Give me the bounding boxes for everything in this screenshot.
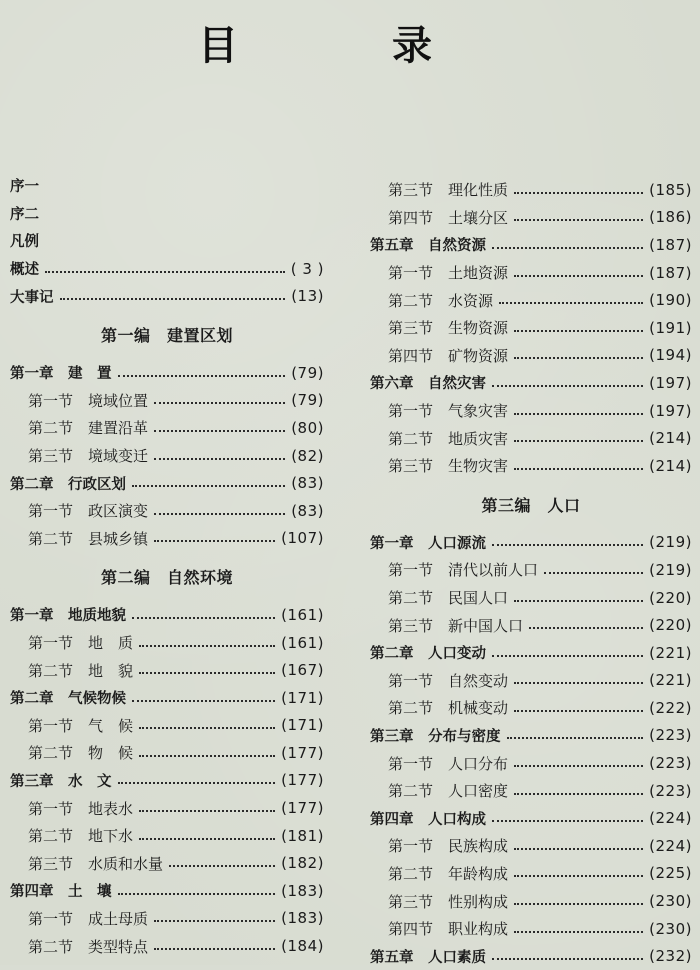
toc-section-entry[interactable] xyxy=(370,749,692,777)
dot-leader xyxy=(514,600,643,602)
entry-label: 第四节 职业构成 xyxy=(388,920,509,939)
toc-section-entry[interactable] xyxy=(10,497,324,525)
dot-leader xyxy=(514,440,643,442)
dot-leader xyxy=(507,737,644,739)
toc-chapter-entry[interactable] xyxy=(370,942,692,970)
entry-label: 第三节 生物灾害 xyxy=(388,457,509,476)
entry-label: 第三节 水质和水量 xyxy=(28,854,164,873)
page-number: (219) xyxy=(649,533,692,552)
toc-section-entry[interactable] xyxy=(10,905,324,933)
dot-leader xyxy=(514,275,643,277)
toc-chapter-entry[interactable] xyxy=(370,722,692,750)
dot-leader xyxy=(514,357,643,359)
dot-leader xyxy=(118,782,276,784)
page-number: (177) xyxy=(281,743,324,762)
toc-section-entry[interactable] xyxy=(10,739,324,767)
entry-label: 第六章 自然灾害 xyxy=(370,376,486,393)
dot-leader xyxy=(529,627,643,629)
toc-section-entry[interactable] xyxy=(370,259,692,287)
toc-section-entry[interactable] xyxy=(370,204,692,232)
entry-label: 第二节 县城乡镇 xyxy=(28,529,149,548)
entry-label: 第一节 政区演变 xyxy=(28,502,149,521)
dot-leader xyxy=(492,385,643,387)
entry-label: 第一节 人口分布 xyxy=(388,754,509,773)
entry-label: 第二节 人口密度 xyxy=(388,782,509,801)
toc-chapter-entry[interactable] xyxy=(10,601,324,629)
toc-section-entry[interactable] xyxy=(370,832,692,860)
dot-leader xyxy=(139,755,275,757)
dot-leader xyxy=(139,838,275,840)
entry-label: 第二节 类型特点 xyxy=(28,937,149,956)
toc-section-entry[interactable] xyxy=(10,525,324,553)
page-number: (214) xyxy=(649,429,692,448)
page-number: (182) xyxy=(281,854,324,873)
page-number: (177) xyxy=(281,771,324,790)
toc-section-entry[interactable] xyxy=(10,794,324,822)
entry-label: 第一节 清代以前人口 xyxy=(388,561,539,580)
toc-section-entry[interactable] xyxy=(10,629,324,657)
entry-label: 第二节 民国人口 xyxy=(388,589,509,608)
toc-section-entry[interactable] xyxy=(10,849,324,877)
entry-label: 第一节 地表水 xyxy=(28,799,134,818)
toc-section-entry[interactable] xyxy=(370,556,692,584)
toc-chapter-entry[interactable] xyxy=(10,684,324,712)
dot-leader xyxy=(132,617,275,619)
entry-label: 第三节 理化性质 xyxy=(388,181,509,200)
toc-section-entry[interactable] xyxy=(370,887,692,915)
page-number: (219) xyxy=(649,560,692,579)
entry-label: 第二节 物 候 xyxy=(28,744,134,763)
dot-leader xyxy=(492,958,643,960)
page-number: (80) xyxy=(291,418,324,437)
page-number: (187) xyxy=(649,263,692,282)
toc-section-entry[interactable] xyxy=(370,667,692,695)
dot-leader xyxy=(492,820,643,822)
toc-section-entry[interactable] xyxy=(370,342,692,370)
toc-chapter-entry[interactable] xyxy=(370,231,692,259)
toc-section-entry[interactable] xyxy=(10,414,324,442)
entry-label: 大事记 xyxy=(10,289,54,306)
entry-label: 第二节 地质灾害 xyxy=(388,429,509,448)
entry-label: 第二节 建置沿革 xyxy=(28,419,149,438)
toc-front-entry[interactable] xyxy=(10,172,324,200)
page-number: (184) xyxy=(281,937,324,956)
toc-front-entry[interactable] xyxy=(10,282,324,310)
entry-label: 第一章 建 置 xyxy=(10,366,112,383)
page-number: (181) xyxy=(281,826,324,845)
dot-leader xyxy=(45,271,285,273)
entry-label: 第三章 分布与密度 xyxy=(370,728,501,745)
entry-label: 第二章 人口变动 xyxy=(370,646,486,663)
dot-leader xyxy=(132,700,275,702)
dot-leader xyxy=(139,727,275,729)
toc-section-entry[interactable] xyxy=(10,656,324,684)
toc-section-heading xyxy=(10,310,324,359)
page-number: (177) xyxy=(281,799,324,818)
entry-label: 第二节 地下水 xyxy=(28,827,134,846)
dot-leader xyxy=(154,920,275,922)
dot-leader xyxy=(154,402,285,404)
toc-chapter-entry[interactable] xyxy=(370,369,692,397)
dot-leader xyxy=(514,765,643,767)
dot-leader xyxy=(514,848,643,850)
page-number: (161) xyxy=(281,605,324,624)
entry-label: 第四章 土 壤 xyxy=(10,884,112,901)
page-number: (83) xyxy=(291,474,324,493)
entry-label: 第一节 自然变动 xyxy=(388,671,509,690)
toc-section-entry[interactable] xyxy=(10,442,324,470)
entry-label: 第一节 民族构成 xyxy=(388,837,509,856)
toc-chapter-entry[interactable] xyxy=(10,877,324,905)
entry-label: 第一节 气 候 xyxy=(28,716,134,735)
page-number: (186) xyxy=(649,208,692,227)
page-number: (13) xyxy=(291,287,324,306)
dot-leader xyxy=(139,810,275,812)
entry-label: 第一节 境域位置 xyxy=(28,391,149,410)
toc-chapter-entry[interactable] xyxy=(370,529,692,557)
dot-leader xyxy=(514,413,643,415)
page-number: (224) xyxy=(649,809,692,828)
page-number: (223) xyxy=(649,781,692,800)
page-number: (171) xyxy=(281,688,324,707)
page-number: (79) xyxy=(291,363,324,382)
toc-section-entry[interactable] xyxy=(370,176,692,204)
dot-leader xyxy=(514,192,643,194)
toc-section-entry[interactable] xyxy=(370,611,692,639)
dot-leader xyxy=(492,247,643,249)
toc-section-entry[interactable] xyxy=(370,286,692,314)
toc-chapter-entry[interactable] xyxy=(370,639,692,667)
toc-section-entry[interactable] xyxy=(10,712,324,740)
dot-leader xyxy=(492,544,643,546)
toc-section-entry[interactable] xyxy=(370,452,692,480)
page-number: (187) xyxy=(649,235,692,254)
page-number: (222) xyxy=(649,698,692,717)
entry-label: 第一节 成土母质 xyxy=(28,909,149,928)
entry-label: 第二节 水资源 xyxy=(388,291,494,310)
dot-leader xyxy=(154,513,285,515)
page-number: ( 3 ) xyxy=(290,259,324,278)
page-number: (232) xyxy=(649,947,692,966)
dot-leader xyxy=(514,710,643,712)
page-number: (230) xyxy=(649,892,692,911)
toc-chapter-entry[interactable] xyxy=(10,469,324,497)
toc-section-entry[interactable] xyxy=(370,694,692,722)
entry-label: 第二章 气候物候 xyxy=(10,691,126,708)
dot-leader xyxy=(154,540,275,542)
page-number: (230) xyxy=(649,919,692,938)
entry-label: 凡例 xyxy=(10,234,39,251)
entry-label: 第一节 地 质 xyxy=(28,634,134,653)
dot-leader xyxy=(514,330,643,332)
toc-section-entry[interactable] xyxy=(10,387,324,415)
entry-label: 第三节 生物资源 xyxy=(388,319,509,338)
dot-leader xyxy=(139,645,275,647)
dot-leader xyxy=(514,682,643,684)
entry-label: 第五章 自然资源 xyxy=(370,238,486,255)
toc-front-entry[interactable] xyxy=(10,227,324,255)
page-number: (197) xyxy=(649,401,692,420)
section-title: 第三编 人口 xyxy=(481,495,581,515)
dot-leader xyxy=(60,298,286,300)
toc-section-entry[interactable] xyxy=(370,397,692,425)
entry-label: 第一章 人口源流 xyxy=(370,535,486,552)
page-number: (220) xyxy=(649,616,692,635)
dot-leader xyxy=(132,485,285,487)
dot-leader xyxy=(514,931,643,933)
dot-leader xyxy=(514,793,643,795)
entry-label: 第三节 境域变迁 xyxy=(28,447,149,466)
dot-leader xyxy=(154,430,285,432)
toc-section-entry[interactable] xyxy=(10,932,324,960)
toc-chapter-entry[interactable] xyxy=(370,804,692,832)
dot-leader xyxy=(514,468,643,470)
toc-section-heading xyxy=(10,552,324,601)
page-number: (107) xyxy=(281,529,324,548)
dot-leader xyxy=(499,302,643,304)
toc-section-entry[interactable] xyxy=(370,314,692,342)
page-number: (197) xyxy=(649,373,692,392)
page-number: (183) xyxy=(281,881,324,900)
page-number: (223) xyxy=(649,726,692,745)
dot-leader xyxy=(154,948,275,950)
page-title: 目 录 xyxy=(198,23,502,69)
page-number: (224) xyxy=(649,836,692,855)
page-number: (185) xyxy=(649,180,692,199)
page-number: (83) xyxy=(291,501,324,520)
dot-leader xyxy=(544,572,643,574)
section-title: 第二编 自然环境 xyxy=(100,568,233,588)
entry-label: 第四节 土壤分区 xyxy=(388,208,509,227)
entry-label: 第四节 矿物资源 xyxy=(388,346,509,365)
page-number: (82) xyxy=(291,446,324,465)
entry-label: 第一章 地质地貌 xyxy=(10,608,126,625)
section-title: 第一编 建置区划 xyxy=(100,325,233,345)
toc-chapter-entry[interactable] xyxy=(10,359,324,387)
page-number: (220) xyxy=(649,588,692,607)
toc-front-entry[interactable] xyxy=(10,255,324,283)
entry-label: 序一 xyxy=(10,179,39,196)
page-number: (221) xyxy=(649,671,692,690)
dot-leader xyxy=(118,375,286,377)
entry-label: 第三章 水 文 xyxy=(10,773,112,790)
toc-section-entry[interactable] xyxy=(10,822,324,850)
entry-label: 第五章 人口素质 xyxy=(370,949,486,966)
toc-section-entry[interactable] xyxy=(370,860,692,888)
entry-label: 第四章 人口构成 xyxy=(370,811,486,828)
entry-label: 第三节 性别构成 xyxy=(388,892,509,911)
page-number: (79) xyxy=(291,391,324,410)
dot-leader xyxy=(514,903,643,905)
entry-label: 第二章 行政区划 xyxy=(10,476,126,493)
entry-label: 第二节 机械变动 xyxy=(388,699,509,718)
page-number: (214) xyxy=(649,456,692,475)
dot-leader xyxy=(154,458,285,460)
dot-leader xyxy=(514,875,643,877)
toc-chapter-entry[interactable] xyxy=(10,767,324,795)
page-number: (191) xyxy=(649,318,692,337)
toc-left-column xyxy=(10,172,324,960)
page-number: (190) xyxy=(649,291,692,310)
dot-leader xyxy=(118,893,276,895)
entry-label: 序二 xyxy=(10,206,39,223)
page-number: (161) xyxy=(281,633,324,652)
entry-label: 概述 xyxy=(10,262,39,279)
page-number: (171) xyxy=(281,716,324,735)
toc-section-entry[interactable] xyxy=(370,424,692,452)
dot-leader xyxy=(139,672,275,674)
entry-label: 第二节 地 貌 xyxy=(28,661,134,680)
page-number: (194) xyxy=(649,346,692,365)
toc-front-entry[interactable] xyxy=(10,200,324,228)
toc-right-column xyxy=(370,176,692,970)
dot-leader xyxy=(514,219,643,221)
entry-label: 第三节 新中国人口 xyxy=(388,616,524,635)
entry-label: 第一节 气象灾害 xyxy=(388,402,509,421)
page-number: (225) xyxy=(649,864,692,883)
page-number: (167) xyxy=(281,661,324,680)
page-number: (221) xyxy=(649,643,692,662)
entry-label: 第二节 年龄构成 xyxy=(388,864,509,883)
dot-leader xyxy=(492,655,643,657)
entry-label: 第一节 土地资源 xyxy=(388,264,509,283)
toc-section-entry[interactable] xyxy=(370,584,692,612)
page-number: (223) xyxy=(649,754,692,773)
toc-section-entry[interactable] xyxy=(370,777,692,805)
toc-section-entry[interactable] xyxy=(370,915,692,943)
dot-leader xyxy=(169,865,275,867)
page-number: (183) xyxy=(281,909,324,928)
toc-section-heading xyxy=(370,480,692,529)
